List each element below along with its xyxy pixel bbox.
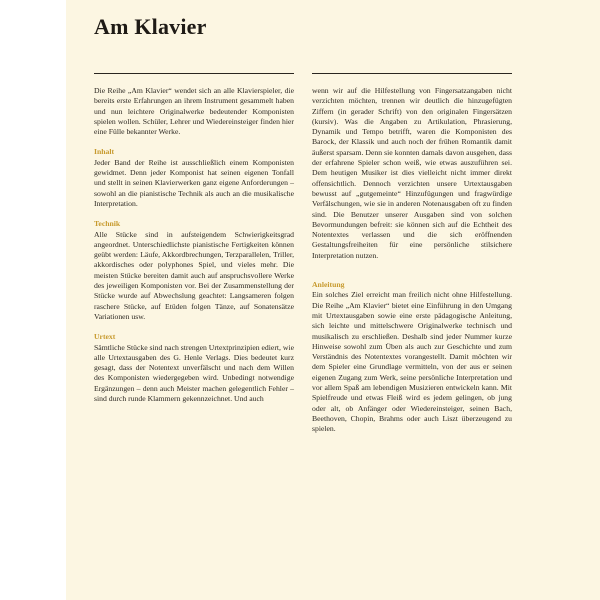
section-heading: Urtext bbox=[94, 332, 116, 342]
intro-paragraph: Die Reihe „Am Klavier“ wendet sich an alle Klavierspieler, die bereits erste Erfahrungen an ihrem Instrument gesammelt haben und nun leichtere Originalwerke bedeutender Komponisten spielen wollen. Schüler, Lehrer und Wiedereinsteiger finden hier eine Fülle bekannter Werke. bbox=[94, 86, 294, 137]
section-anleitung bbox=[312, 280, 512, 434]
right-column bbox=[312, 86, 512, 435]
section-heading: Anleitung bbox=[312, 280, 345, 290]
spacer bbox=[312, 261, 512, 280]
section-technik bbox=[94, 219, 294, 322]
section-urtext bbox=[94, 332, 294, 404]
page bbox=[66, 0, 600, 600]
section-text: Jeder Band der Reihe ist ausschließlich einem Komponisten gewidmet. Denn jeder Komponist hat seinen eigenen Tonfall und stellt in seinen Klavierwerken ganz eigene Anforderungen – sowohl an die pianistische Technik als auch an die musikalische Interpretation. bbox=[94, 157, 294, 208]
left-column bbox=[94, 86, 294, 404]
continued-paragraph: wenn wir auf die Hilfestellung von Fingersatzangaben nicht verzichten möchten, trennen wir deutlich die hinzugefügten Ziffern (in gerader Schrift) von den originalen Fingersätzen (kursiv). Was die Angaben zu Artikulation, Phrasierung, Dynamik und Tempo betrifft, waren die Komponisten des Barock, der Klassik und auch noch der frühen Romantik damit äußerst sparsam. Denn sie konnten damals davon ausgehen, dass der erfahrene Spieler schon weiß, wie etwas auszuführen sei. Dem heutigen Musiker ist dies vielleicht nicht immer direkt offensichtlich. Dennoch verzichten unsere Urtextausgaben bewusst auf „gutgemeinte“ Hinzufügungen und fragwürdige Verfälschungen, wie sie in anderen Notenausgaben oft zu finden sind. Die Benutzer unserer Ausgaben sind von solchen Bevormundungen befreit: sie können sich auf die Echtheit des Notentextes verlassen und die sich eröffnenden Gestaltungsfreiheiten für eine persönliche stilsichere Interpretation nutzen. bbox=[312, 86, 512, 260]
right-column-rule bbox=[312, 73, 512, 74]
section-heading: Inhalt bbox=[94, 147, 115, 157]
section-text: Sämtliche Stücke sind nach strengen Urtextprinzipien ediert, wie alle Urtextausgaben des G. Henle Verlags. Dies bedeutet kurz gesagt, dass der Notentext unverfälscht und nach dem Willen des Komponisten wiedergegeben wird. Unbedingt notwendige Ergänzungen – denn auch Meister machen gelegentlich Fehler – sind durch runde Klammern gekennzeichnet. Und auch bbox=[94, 342, 294, 404]
page-title: Am Klavier bbox=[94, 14, 207, 39]
left-column-rule bbox=[94, 73, 294, 74]
section-heading: Technik bbox=[94, 219, 121, 229]
section-inhalt bbox=[94, 147, 294, 209]
section-text: Alle Stücke sind in aufsteigendem Schwierigkeitsgrad angeordnet. Unterschiedlichste pianistische Fertigkeiten können geübt werden: Läufe, Akkordbrechungen, Terzparallelen, Triller, akkordisches oder polyphones Spiel, und vieles mehr. Die meisten Stücke bereiten damit auch auf anspruchsvollere Werke des jeweiligen Komponisten vor. Bei der Zusammenstellung der Stücke wurde auf Abwechslung geachtet: Langsameren folgen raschere Stücke, auf Etüden folgen Tänze, auf Sonatensätze Variationen usw. bbox=[94, 229, 294, 321]
section-text: Ein solches Ziel erreicht man freilich nicht ohne Hilfestellung. Die Reihe „Am Klavier“ bietet eine Einführung in den Umgang mit Urtextausgaben sowie eine erste pädagogische Anleitung, sich leichte und mittelschwere Originalwerke technisch und musikalisch zu erschließen. Deshalb sind jeder Nummer kurze Hinweise sowohl zum Üben als auch zur Geschichte und zum Verständnis des Notentextes vorangestellt. Damit möchten wir dem Spieler eine Grundlage vermitteln, von der aus er seinen eigenen Zugang zum Werk, seine persönliche Interpretation und vor allem Spaß am lebendigen Musizieren entwickeln kann. Mit Spielfreude und etwas Fleiß wird es jedem gelingen, ob jung oder alt, ob Anfänger oder Wiedereinsteiger, seinen Bach, Beethoven, Chopin, Brahms oder auch Liszt überzeugend zu spielen. bbox=[312, 290, 512, 434]
